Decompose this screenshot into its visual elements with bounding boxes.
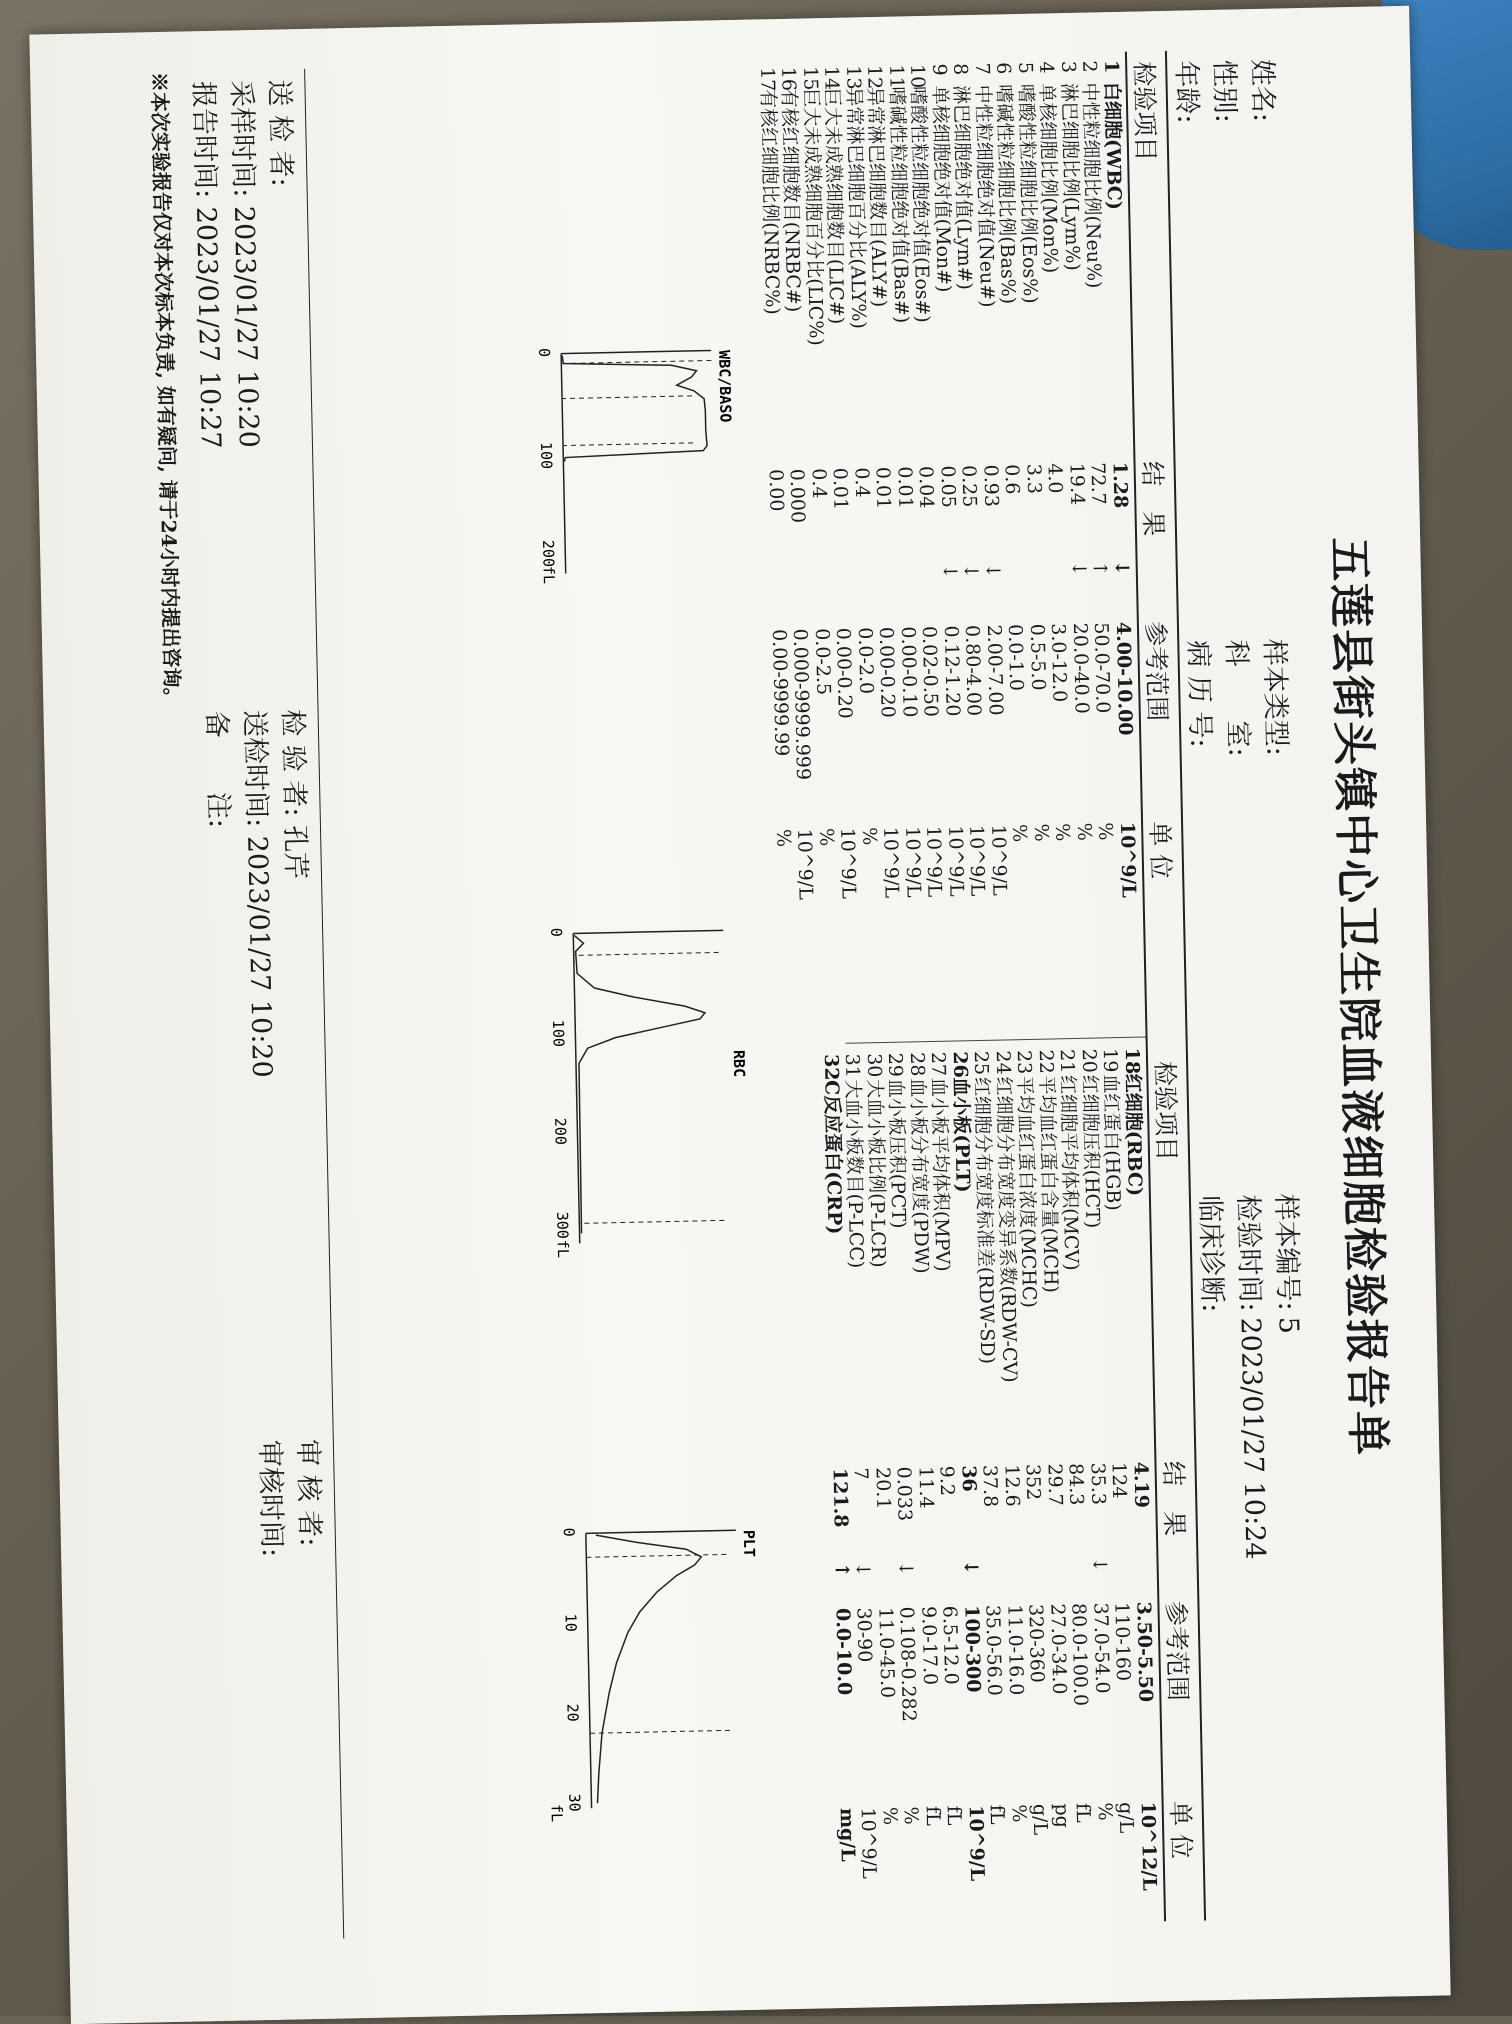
row-number: 28 — [905, 1052, 929, 1077]
row-item-name: 血小板平均体积(MPV) — [927, 1077, 954, 1272]
row-item-name: 血红蛋白(HGB) — [1099, 1074, 1125, 1211]
sample-no-value: 5 — [1272, 1316, 1304, 1335]
right-col-result: 结 果 — [1158, 1460, 1190, 1537]
rbc-tick-100: 100 — [549, 1019, 568, 1048]
row-unit: 10^9/L — [922, 825, 947, 898]
row-item-name: 红细胞压积(HCT) — [1078, 1074, 1104, 1229]
tester-label: 检 验 者: — [276, 708, 310, 817]
row-unit: 10^9/L — [1116, 821, 1140, 898]
row-unit: fL — [1072, 1802, 1095, 1823]
row-unit: % — [1030, 823, 1053, 842]
row-reference-range: 0.0-1.0 — [1004, 623, 1028, 692]
row-number: 32 — [819, 1053, 843, 1081]
row-number: 5 — [1014, 61, 1037, 75]
row-item-name: 大血小板数目(P-LCC) — [841, 1079, 868, 1269]
row-reference-range: 110-160 — [1110, 1601, 1135, 1682]
row-reference-range: 9.0-17.0 — [917, 1605, 942, 1686]
row-reference-range: 20.0-40.0 — [1068, 622, 1093, 715]
row-unit: % — [858, 827, 881, 846]
row-unit: % — [1073, 822, 1096, 842]
plt-graph-label: PLT — [739, 1529, 759, 1558]
row-flag-arrow: ↑ — [830, 1561, 853, 1579]
row-result: 124 — [1107, 1461, 1131, 1499]
row-number: 20 — [1077, 1048, 1101, 1074]
row-reference-range: 0.12-1.20 — [939, 625, 964, 717]
row-reference-range: 0.00-9999.99 — [767, 628, 793, 757]
row-result: 0.033 — [892, 1466, 917, 1522]
rbc-tick-200: 200 — [551, 1117, 570, 1146]
plt-histogram — [542, 1527, 762, 1824]
row-number: 3 — [1057, 60, 1080, 74]
footer-middle — [197, 709, 319, 1079]
rbc-tick-0: 0 — [547, 927, 566, 938]
row-flag-arrow: ↓ — [851, 1561, 875, 1578]
row-result: 20.1 — [871, 1466, 895, 1510]
wbc-histogram-plot — [521, 347, 736, 585]
row-result: 3.3 — [1022, 463, 1046, 495]
row-flag-arrow: ↓ — [938, 563, 961, 580]
row-result: 72.7 — [1087, 462, 1110, 505]
row-item-name: 中性粒细胞绝对值(Neu#) — [971, 84, 999, 308]
row-unit: fL — [943, 1805, 966, 1826]
row-unit: mg/L — [835, 1807, 859, 1862]
row-unit: % — [1094, 822, 1117, 841]
row-number: 8 — [949, 62, 972, 76]
row-unit: % — [1008, 823, 1031, 843]
row-item-name: 淋巴细胞绝对值(Lym#) — [950, 84, 977, 291]
row-reference-range: 27.0-34.0 — [1046, 1603, 1071, 1695]
row-result: 0.01 — [872, 466, 895, 510]
row-result: 0.93 — [979, 464, 1003, 508]
row-unit: fL — [986, 1804, 1009, 1825]
row-item-name: 中性粒细胞比例(Neu%) — [1079, 82, 1106, 289]
row-reference-range: 0.5-5.0 — [1025, 623, 1050, 691]
footer-left — [183, 79, 305, 449]
row-item-name: 血小板压积(PCT) — [884, 1078, 911, 1229]
plt-tick-20: 20 — [563, 1703, 582, 1722]
row-flag-arrow: ↓ — [959, 1559, 982, 1576]
row-number: 17 — [756, 66, 779, 92]
row-number: 6 — [992, 62, 1015, 75]
row-unit: % — [815, 827, 838, 847]
rbc-histogram-plot — [533, 927, 750, 1259]
row-flag-arrow: ↓ — [1110, 559, 1133, 577]
rbc-histogram — [529, 927, 750, 1259]
row-result: 352 — [1021, 1463, 1045, 1501]
row-unit: % — [772, 828, 795, 848]
right-col-range: 参考范围 — [1161, 1600, 1193, 1702]
row-item-name: 有核红细胞数目(NRBC#) — [778, 88, 805, 313]
row-item-name: 异常淋巴细胞百分比(ALY%) — [842, 87, 870, 330]
row-result: 0.4 — [807, 468, 831, 499]
wbc-tick-100: 100 — [536, 441, 556, 470]
row-unit: 10^9/L — [879, 826, 904, 899]
row-result: 7 — [850, 1467, 873, 1480]
row-result: 29.7 — [1043, 1463, 1067, 1507]
left-col-unit: 单 位 — [1145, 820, 1176, 880]
row-unit: 10^9/L — [901, 826, 925, 898]
row-item-name: 血小板(PLT) — [949, 1077, 974, 1193]
row-reference-range: 0.00-0.10 — [896, 626, 921, 718]
row-number: 18 — [1120, 1047, 1144, 1075]
sampling-value: 2023/01/27 10:20 — [227, 205, 265, 449]
row-reference-range: 0.0-2.5 — [810, 627, 835, 696]
report-time-label: 报告时间: — [187, 80, 221, 199]
column-divider — [846, 1037, 1146, 1044]
row-unit: 10^9/L — [857, 1807, 881, 1879]
row-number: 12 — [863, 64, 887, 90]
row-unit: 10^9/L — [965, 824, 990, 897]
row-item-name: 红细胞分布宽度变异系数(RDW-CV) — [992, 1076, 1021, 1383]
review-time-label: 审核时间: — [253, 1439, 288, 1558]
row-number: 15 — [799, 66, 822, 91]
row-number: 4 — [1035, 61, 1058, 74]
row-item-name: 异常淋巴细胞数目(ALY#) — [864, 86, 891, 308]
row-reference-range: 320-360 — [1024, 1603, 1049, 1684]
row-unit: % — [1007, 1804, 1030, 1823]
header-middle — [1178, 638, 1294, 757]
row-flag-arrow: ↓ — [960, 562, 983, 580]
row-unit: 10^9/L — [987, 824, 1011, 896]
header-left — [1166, 58, 1281, 123]
row-item-name: 单核细胞比例(Mon%) — [1036, 83, 1063, 274]
row-result: 37.8 — [978, 1464, 1002, 1508]
row-unit: 10^12/L — [1136, 1801, 1161, 1891]
report-paper — [29, 6, 1450, 2024]
row-reference-range: 35.0-56.0 — [981, 1604, 1006, 1697]
right-table — [819, 1048, 1160, 1935]
row-item-name: 嗜碱性粒细胞比例(Bas%) — [993, 84, 1020, 305]
row-item-name: 嗜碱性粒细胞绝对值(Bas#) — [885, 86, 913, 324]
row-flag-arrow: ↑ — [1089, 560, 1112, 577]
row-item-name: C反应蛋白(CRP) — [820, 1079, 846, 1235]
left-col-item: 检验项目 — [1129, 61, 1161, 162]
row-reference-range: 0.0-10.0 — [831, 1607, 856, 1696]
row-unit: pg — [1050, 1803, 1074, 1828]
rbc-unit: fL — [553, 1239, 573, 1259]
disclaimer-note: ※本次实验报告仅对本次标本负责, 如有疑问, 请于24小时内提出咨询。 — [147, 71, 185, 708]
report-title: 五莲县街头镇中心卫生院血液细胞检验报告单 — [1323, 536, 1394, 1458]
sender-label: 送 检 者: — [263, 79, 297, 188]
plt-tick-30: 30 — [565, 1793, 584, 1812]
age-label: 年龄: — [1170, 60, 1203, 124]
row-number: 21 — [1056, 1048, 1079, 1074]
submit-time-value: 2023/01/27 10:20 — [241, 835, 278, 1079]
row-number: 11 — [885, 64, 908, 89]
row-result: 0.04 — [915, 465, 938, 509]
rbc-tick-300: 300 — [553, 1211, 572, 1240]
row-unit: fL — [921, 1805, 945, 1827]
row-number: 16 — [777, 66, 801, 92]
row-reference-range: 30-90 — [852, 1607, 877, 1663]
row-item-name: 平均血红蛋白浓度(MCHC) — [1013, 1075, 1041, 1309]
row-result: 0.000 — [786, 468, 810, 524]
row-result: 121.8 — [828, 1467, 852, 1528]
row-item-name: 淋巴细胞比例(Lym%) — [1057, 82, 1084, 272]
row-unit: % — [1051, 822, 1074, 842]
row-reference-range: 2.00-7.00 — [982, 624, 1007, 716]
row-result: 35.3 — [1086, 1462, 1110, 1506]
row-item-name: 血小板分布宽度(PDW) — [906, 1078, 933, 1274]
diagnosis-label: 临床诊断: — [1193, 1194, 1228, 1313]
remark-label: 备 注: — [200, 710, 234, 829]
row-result: 4.19 — [1129, 1461, 1153, 1509]
row-reference-range: 80.0-100.0 — [1067, 1602, 1093, 1707]
lab-report — [55, 36, 1415, 1963]
row-reference-range: 6.5-12.0 — [938, 1605, 963, 1685]
row-unit: 10^9/L — [836, 827, 861, 900]
submit-time-label: 送检时间: — [238, 709, 272, 828]
row-number: 10 — [906, 63, 930, 89]
row-number: 24 — [991, 1050, 1015, 1075]
row-number: 2 — [1078, 60, 1101, 73]
rbc-graph-label: RBC — [729, 1049, 749, 1078]
row-number: 1 — [1100, 59, 1123, 74]
row-reference-range: 3.50-5.50 — [1132, 1601, 1157, 1703]
gender-label: 性别: — [1208, 59, 1241, 124]
row-result: 0.4 — [850, 467, 874, 498]
row-item-name: 巨大未成熟细胞百分比(LIC%) — [799, 88, 827, 347]
row-result: 0.01 — [893, 466, 917, 509]
row-number: 27 — [927, 1051, 950, 1077]
row-reference-range: 4.00-10.00 — [1111, 621, 1137, 736]
sample-type-label: 样本类型: — [1258, 638, 1292, 757]
row-result: 9.2 — [935, 1465, 959, 1497]
wbc-unit: fL — [539, 565, 558, 585]
row-item-name: 白细胞(WBC) — [1100, 81, 1126, 211]
row-result: 0.6 — [1001, 463, 1024, 495]
left-col-range: 参考范围 — [1140, 620, 1172, 722]
row-reference-range: 0.80-4.00 — [961, 624, 986, 717]
wbc-histogram — [517, 347, 736, 585]
report-time-value: 2023/01/27 10:27 — [189, 206, 227, 450]
row-result: 0.01 — [829, 467, 852, 511]
row-item-name: 巨大未成熟细胞数目(LIC#) — [821, 87, 849, 325]
row-reference-range: 100-300 — [960, 1605, 985, 1693]
row-reference-range: 11.0-16.0 — [1003, 1604, 1028, 1696]
right-col-item: 检验项目 — [1150, 1060, 1182, 1162]
row-number: 7 — [971, 62, 994, 76]
row-reference-range: 3.0-12.0 — [1047, 623, 1072, 703]
row-unit: 10^9/L — [964, 1805, 989, 1882]
sample-no-label: 样本编号: — [1269, 1193, 1304, 1312]
row-item-name: 有核红细胞比例(NRBC%) — [756, 88, 784, 316]
row-unit: % — [878, 1806, 901, 1826]
row-reference-range: 11.0-45.0 — [874, 1606, 899, 1699]
row-item-name: 红细胞平均体积(MCV) — [1056, 1074, 1083, 1271]
dept-label: 科 室: — [1220, 639, 1254, 757]
row-number: 22 — [1034, 1049, 1058, 1075]
header-right — [1190, 1193, 1312, 1560]
row-result: 4.0 — [1044, 463, 1067, 494]
plt-unit: fL — [547, 1803, 566, 1823]
left-col-result: 结 果 — [1137, 460, 1169, 537]
row-item-name: 嗜酸性粒细胞比例(Eos%) — [1014, 83, 1042, 304]
name-label: 姓名: — [1246, 58, 1279, 123]
row-result: 11.4 — [914, 1465, 938, 1509]
row-result: 12.6 — [1000, 1464, 1024, 1507]
row-number: 26 — [948, 1051, 972, 1079]
row-flag-arrow: ↓ — [981, 562, 1004, 579]
row-number: 31 — [841, 1053, 864, 1079]
row-unit: g/L — [1115, 1801, 1138, 1834]
row-item-name: 平均血红蛋白含量(MCH) — [1035, 1075, 1062, 1294]
row-reference-range: 50.0-70.0 — [1090, 622, 1115, 714]
row-number: 30 — [862, 1052, 886, 1078]
row-item-name: 红细胞(RBC) — [1121, 1073, 1146, 1197]
record-label: 病 历 号: — [1182, 640, 1216, 748]
row-number: 29 — [884, 1052, 907, 1078]
wbc-tick-200: 200 — [539, 539, 558, 568]
right-col-unit: 单 位 — [1165, 1800, 1196, 1860]
row-unit: % — [900, 1806, 923, 1825]
row-reference-range: 37.0-54.0 — [1089, 1602, 1114, 1694]
row-unit: g/L — [1029, 1803, 1052, 1836]
row-reference-range: 0.00-0.20 — [875, 626, 900, 719]
row-number: 19 — [1099, 1048, 1122, 1073]
row-number: 13 — [842, 65, 865, 90]
row-result: 19.4 — [1065, 462, 1089, 506]
wbc-tick-0: 0 — [534, 347, 554, 358]
row-item-name: 单核细胞绝对值(Mon#) — [928, 85, 955, 293]
row-number: 9 — [928, 63, 951, 76]
row-result: 1.28 — [1108, 461, 1132, 509]
tester-value: 孔芹 — [278, 824, 312, 880]
row-number: 23 — [1013, 1049, 1036, 1075]
sampling-label: 采样时间: — [225, 79, 259, 198]
row-number: 25 — [970, 1050, 993, 1076]
reviewer-label: 审 核 者: — [291, 1438, 326, 1547]
plt-tick-10: 10 — [561, 1613, 580, 1632]
left-table — [756, 60, 1142, 1027]
row-result: 0.25 — [958, 464, 981, 508]
row-item-name: 嗜酸性粒细胞绝对值(Eos#) — [907, 85, 935, 324]
row-flag-arrow: ↓ — [1067, 560, 1090, 577]
test-time-value: 2023/01/27 10:24 — [1234, 1317, 1271, 1560]
row-item-name: 红细胞分布宽度标准差(RDW-SD) — [970, 1076, 999, 1365]
plt-tick-0: 0 — [559, 1527, 578, 1537]
test-time-label: 检验时间: — [1231, 1194, 1266, 1312]
row-reference-range: 0.02-0.50 — [918, 625, 943, 718]
row-flag-arrow: ↓ — [1088, 1556, 1111, 1573]
wbc-graph-label: WBC/BASO — [715, 349, 735, 423]
row-number: 14 — [820, 65, 844, 91]
row-unit: 10^9/L — [793, 828, 818, 901]
row-reference-range: 0.000-9999.999 — [789, 628, 815, 781]
row-item-name: 大血小板比例(P-LCR) — [863, 1078, 890, 1268]
row-reference-range: 0.0-2.0 — [853, 627, 878, 695]
row-flag-arrow: ↓ — [894, 1560, 918, 1577]
row-result: 84.3 — [1064, 1462, 1088, 1506]
row-result: 0.00 — [764, 468, 788, 512]
row-unit: % — [1093, 1802, 1116, 1821]
plt-histogram-plot — [546, 1527, 762, 1824]
row-result: 0.05 — [936, 465, 960, 509]
row-result: 36 — [957, 1465, 981, 1492]
row-reference-range: 0.108-0.282 — [895, 1606, 921, 1723]
row-reference-range: 0.00-0.20 — [832, 627, 857, 719]
row-unit: 10^9/L — [944, 825, 968, 897]
footer-right — [250, 1439, 328, 1558]
